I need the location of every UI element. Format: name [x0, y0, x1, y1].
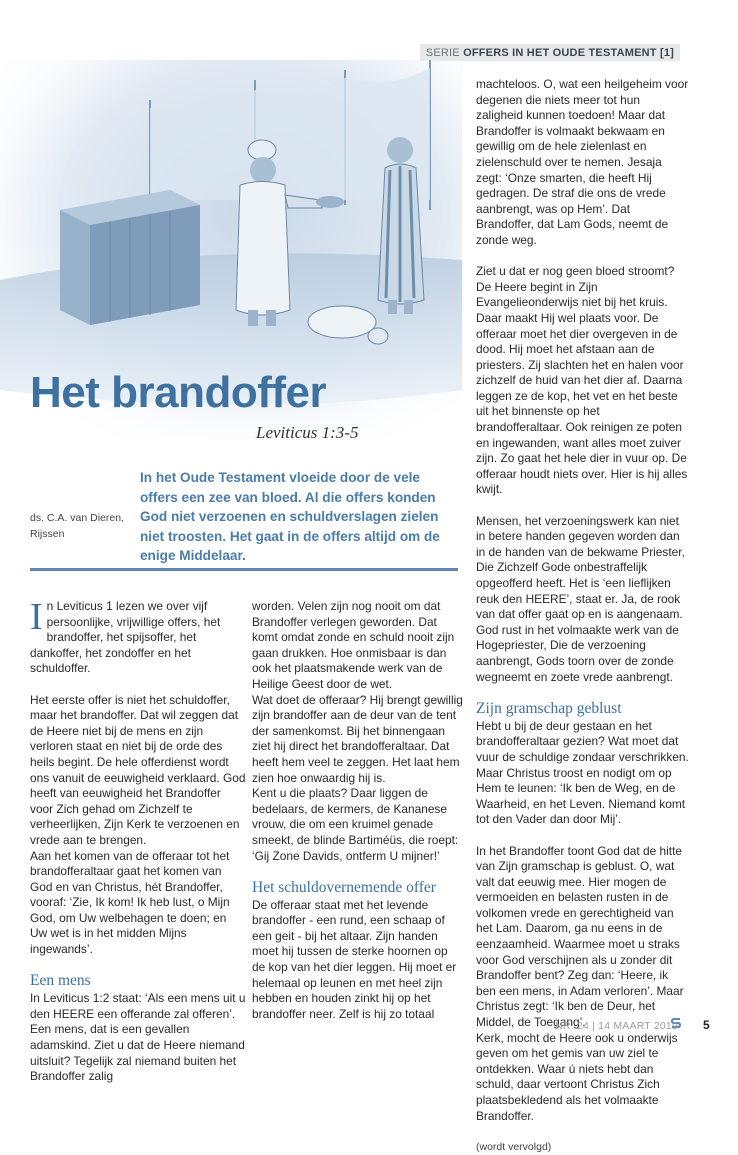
series-prefix: SERIE [425, 47, 460, 59]
section-divider [30, 568, 458, 571]
scripture-reference: Leviticus 1:3-5 [256, 423, 359, 442]
column-1 [30, 596, 246, 1085]
intro-lead: In het Oude Testament vloeide door de vele offers een zee van bloed. Al die offers konden God niet verzoenen en schuldverslagen zielen niet troosten. Het gaat in de offers altijd om de enige Middelaar. [140, 470, 440, 563]
paragraph: Het eerste offer is niet het schuldoffer, maar het brandoffer. Dat wil zeggen dat de Heere niet bij de mens en zijn verloren staat en niet bij de orde des heils begint. De hele offerdienst wordt ons vanuit de eeuwigheid verklaard. God heeft van eeuwigheid het Brandoffer voor Zich gehad om Zichzelf te verheerlijken, Zijn Kerk te verzoenen en vrede aan te brengen. [30, 692, 246, 847]
issue-info: NR. 24 | 14 MAART 2019 [555, 1020, 678, 1032]
paragraph: Ziet u dat er nog geen bloed stroomt? De Heere begint in Zijn Evangelieonderwijs niet bij het kruis. Daar maakt Hij wel plaats voor. De offeraar moet het dier overgeven in de dood. Hij moet het afstaan aan de priesters. Zij slachten het en halen voor zichzelf de huid van het dier af. Daarna leggen ze de kop, het vet en het beste uit het binnenste op het brandofferaltaar. Ook reinigen ze poten en ingewanden, want alles moet zuiver zijn. Zo gaat het hele dier in vuur op. De offeraar houdt niets over. Hier is hij alles kwijt. [476, 264, 688, 497]
paragraph: In Leviticus 1 lezen we over vijf persoonlijke, vrijwillige offers, het brandoffer, het spijsoffer, het dankoffer, het zondoffer en het schuldoffer. [30, 596, 221, 676]
author-name: ds. C.A. van Dieren, [30, 512, 124, 524]
series-title: OFFERS IN HET OUDE TESTAMENT [1] [463, 47, 674, 59]
paragraph: De offeraar staat met het levende brandoffer - een rund, een schaap of een geit - bij het altaar. Zijn handen moet hij tussen de sterke hoornen op de kop van het dier leggen. Hij moet er helemaal op leunen en met heel zijn hebben en houden zinkt hij op het brandoffer neer. Zelf is hij zo totaal [252, 897, 457, 1021]
series-tag [420, 44, 680, 61]
paragraph: Kerk, mocht de Heere ook u onderwijs geven om het gemis van uw ziel te ontdekken. Waar ú niets hebt dan schuld, daar vertoont Christus Zich plaatsbekledend als het volmaakte Brandoffer. [476, 1030, 678, 1123]
column-2 [252, 599, 464, 1022]
paragraph: machteloos. O, wat een heilgeheim voor degenen die niets meer tot hun zaligheid kunnen toedoen! Maar dat Brandoffer is volmaakt bekwaam en gewillig om de hele zielenlast en zielenschuld over te nemen. Jesaja zegt: ‘Onze smarten, die heeft Hij gedragen. De straf die ons de vrede aanbrengt, was op Hem’. Dat Brandoffer, dat Lam Gods, neemt de zonde weg. [476, 77, 689, 247]
subheading-een-mens: Een mens [30, 972, 91, 990]
author-byline [30, 510, 124, 542]
paragraph: In Leviticus 1:2 staat: ‘Als een mens uit u den HEERE een offerande zal offeren’. Een mens, dat is een gevallen adamskind. Ziet u dat de Heere niemand uitsluit? Tegelijk zal niemand buiten het Brandoffer zalig [30, 991, 246, 1084]
subheading-schuldovernemende-offer: Het schuldovernemende offer [252, 878, 436, 896]
subheading-gramschap-geblust: Zijn gramschap geblust [476, 699, 622, 717]
paragraph: Mensen, het verzoeningswerk kan niet in betere handen gegeven worden dan in de handen van de bekwame Priester, Die Zichzelf Gode onbestraffelijk opgeofferd heeft. Het is ‘een lieflijken reuk den HEERE’, staat er. Ja, de rook van dat offer gaat op en is aangenaam. God rust in het volmaakte werk van de Hogepriester, Die de verzoening aanbrengt, Gods toorn over de zonde wegneemt en zoete vrede aanbrengt. [476, 513, 685, 684]
column-3 [476, 77, 689, 1155]
drop-cap: I [30, 596, 43, 638]
paragraph: In het Brandoffer toont God dat de hitte van Zijn gramschap is geblust. O, wat valt dat eeuwig mee. Hier mogen de vermoeiden en belasten rusten in de volkomen vrede en gerechtigheid van het Lam. Daarom, ga nu eens in de eenzaamheid. Waarmee moet u straks voor God verschijnen als u zonder dit Brandoffer bent? Zeg dan: ‘Heere, ik ben een mens, in Adam verloren’. Maar Christus zegt: ‘Ik ben de Deur, het Middel, de Toegang’. [476, 843, 684, 1030]
paragraph: Aan het komen van de offeraar tot het brandofferaltaar gaat het komen van God en van Christus, hét Brandoffer, vooraf: ‘Zie, Ik kom! Ik heb lust, o Mijn God, om Uw welbehagen te doen; en Uw wet is in het midden Mijns ingewands’. [30, 848, 230, 957]
paragraph: Kent u die plaats? Daar liggen de bedelaars, de kermers, de Kananese vrouw, die om een kruimel genade smeekt, de blinde Bartiméüs, die roept: ‘Gij Zone Davids, ontferm U mijner!’ [252, 786, 459, 863]
article-title: Het brandoffer [30, 368, 327, 417]
paragraph: Hebt u bij de deur gestaan en het brandofferaltaar gezien? Wat moet dat vuur de schuldige zondaar verschrikken. Maar Christus troost en nodigt om op Hem te leunen: ‘Ik ben de Weg, en de Waarheid, en het Leven. Niemand komt tot den Vader dan door Mij’. [476, 718, 689, 827]
page-number: 5 [703, 1018, 710, 1032]
paragraph: Wat doet de offeraar? Hij brengt gewillig zijn brandoffer aan de deur van de tent der samenkomst. Bij het binnengaan ziet hij direct het brandofferaltaar. Dat heeft hem veel te zeggen. Het laat hem zien hoe onwaardig hij is. [252, 692, 463, 785]
author-location: Rijssen [30, 528, 65, 540]
continued-note: (wordt vervolgd) [476, 1140, 552, 1153]
paragraph: worden. Velen zijn nog nooit om dat Brandoffer verlegen geworden. Dat komt omdat zonde en schuld nooit zijn gaan drukken. Hoe onmisbaar is dan ook het plaatsmakende werk van de Heilige Geest door de wet. [252, 599, 455, 691]
